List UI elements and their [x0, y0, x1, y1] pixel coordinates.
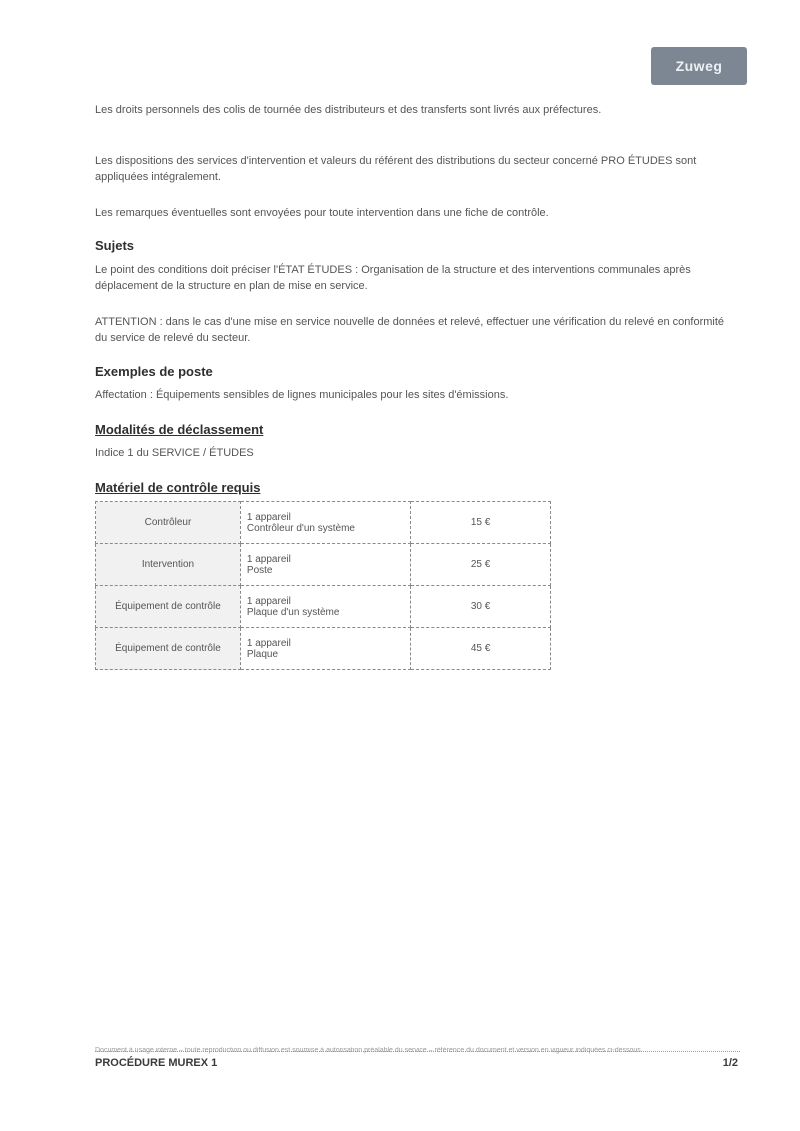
table-cell	[240, 544, 410, 586]
table-cell: 15 €	[411, 502, 551, 544]
table-cell: 25 €	[411, 544, 551, 586]
table-row	[96, 544, 551, 586]
cell-line: 1 appareil	[246, 511, 291, 523]
section2-text: Affectation : Équipements sensibles de lignes municipales pour les sites d'émissions.	[95, 389, 509, 401]
footer-page-number: 1/2	[722, 1057, 738, 1069]
section1-paragraph-1: Le point des conditions doit préciser l'ÉTAT ÉTUDES : Organisation de la structure et des interventions communales après déplacement de la structure en plan de mise en service.	[95, 264, 691, 292]
section-heading-modalites: Modalités de déclassement	[95, 422, 264, 437]
table-cell: 45 €	[411, 628, 551, 670]
table-cell: Équipement de contrôle	[96, 628, 241, 670]
table-cell	[240, 502, 410, 544]
table-cell: Équipement de contrôle	[96, 586, 241, 628]
cell-line: Plaque d'un système	[246, 606, 340, 618]
section-heading-materiel: Matériel de contrôle requis	[95, 480, 261, 495]
table-cell	[240, 628, 410, 670]
page-badge: Zuweg	[651, 47, 747, 85]
table-row	[96, 628, 551, 670]
footer-divider	[95, 1051, 740, 1052]
cell-line: 1 appareil	[246, 637, 291, 649]
section3-text: Indice 1 du SERVICE / ÉTUDES	[95, 447, 254, 459]
footer-document-title: PROCÉDURE MUREX 1	[95, 1057, 218, 1069]
cell-line: Contrôleur d'un système	[246, 522, 355, 534]
intro-paragraph-2: Les dispositions des services d'intervention et valeurs du référent des distributions du secteur concerné PRO ÉTUDES sont appliquées intégralement.	[95, 155, 697, 183]
cell-line: 1 appareil	[246, 553, 291, 565]
table-cell: Intervention	[96, 544, 241, 586]
section-heading-sujets: Sujets	[95, 238, 135, 253]
section1-paragraph-2: ATTENTION : dans le cas d'une mise en service nouvelle de données et relevé, effectuer une vérification du relevé en conformité du service de relevé du secteur.	[95, 316, 725, 344]
table-cell: 30 €	[411, 586, 551, 628]
cell-line: Poste	[246, 564, 273, 576]
table-row	[96, 586, 551, 628]
table-cell	[240, 586, 410, 628]
footer-disclaimer: Document à usage interne – toute reproduction ou diffusion est soumise à autorisation préalable du service – référence du document et version en vigueur indiquées ci-dessous.	[95, 1047, 643, 1054]
equipment-table	[95, 501, 551, 670]
table-row	[96, 502, 551, 544]
cell-line: 1 appareil	[246, 595, 291, 607]
table-cell: Contrôleur	[96, 502, 241, 544]
intro-paragraph-1: Les droits personnels des colis de tournée des distributeurs et des transferts sont livrés aux préfectures.	[95, 104, 602, 116]
cell-line: Plaque	[246, 648, 279, 660]
intro-paragraph-3: Les remarques éventuelles sont envoyées pour toute intervention dans une fiche de contrôle.	[95, 207, 549, 219]
section-heading-exemples: Exemples de poste	[95, 364, 213, 379]
